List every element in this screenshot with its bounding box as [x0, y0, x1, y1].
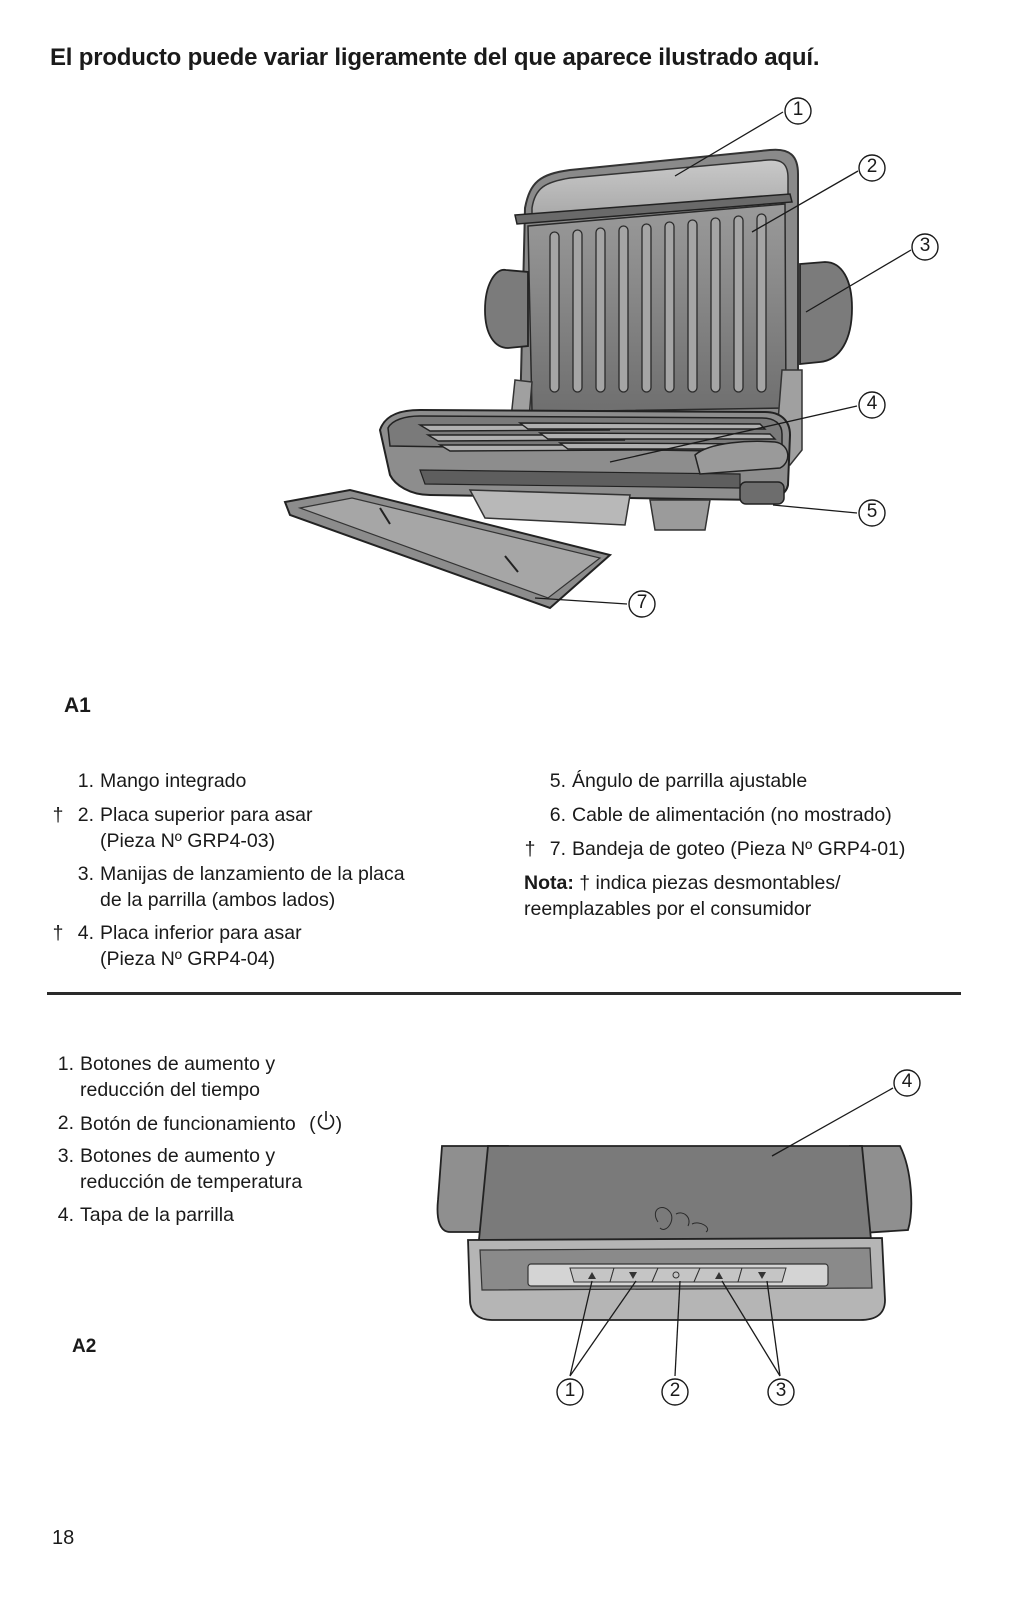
list-item-text: Mango integrado	[100, 770, 247, 792]
figure-a2-label: A2	[72, 1336, 97, 1357]
list-item-number: 5.	[549, 770, 566, 792]
power-button-text: Botón de funcionamiento	[80, 1113, 296, 1135]
power-paren-close: )	[335, 1113, 343, 1135]
list-item-number: 7.	[549, 838, 566, 860]
page-number: 18	[52, 1527, 75, 1549]
a2-callout-4-number: 4	[901, 1071, 913, 1092]
a2-callout-1-number: 1	[564, 1380, 576, 1401]
note-label: Nota:	[524, 872, 574, 894]
list-item-number: 6.	[549, 804, 566, 826]
a2-callout-2-number: 2	[669, 1380, 681, 1401]
list-item-number: 2.	[77, 804, 94, 826]
dagger-marker: †	[52, 922, 64, 944]
callout-1-number: 1	[792, 99, 804, 120]
list-item-number: 2.	[57, 1112, 74, 1134]
figure-a1-label: A1	[64, 694, 91, 717]
a2-callout-3	[766, 1377, 796, 1412]
list-item-text: Manijas de lanzamiento de la placa	[100, 863, 405, 885]
callout-7-number: 7	[636, 592, 648, 613]
callout-5-number: 5	[866, 501, 878, 522]
list-item-text-continued: reducción del tiempo	[80, 1079, 260, 1101]
list-item-text: Botones de aumento y	[80, 1053, 276, 1075]
list-item-text: Botones de aumento y	[80, 1145, 276, 1167]
a2-callout-3-number: 3	[775, 1380, 787, 1401]
list-item-text: Placa superior para asar	[100, 804, 313, 826]
list-item-text: Tapa de la parrilla	[80, 1204, 234, 1226]
list-item-text: Placa inferior para asar	[100, 922, 302, 944]
list-item-number: 4.	[77, 922, 94, 944]
note	[524, 870, 841, 922]
callout-2-number: 2	[866, 156, 878, 177]
figure-a2-leader-lines	[0, 1000, 1036, 1420]
list-item-text-continued: (Pieza Nº GRP4-04)	[100, 948, 276, 970]
callout-4-number: 4	[866, 393, 878, 414]
note-text-line2: reemplazables por el consumidor	[524, 898, 812, 920]
a2-callout-2	[660, 1377, 690, 1412]
list-item-number: 4.	[57, 1204, 74, 1226]
dagger-marker: †	[52, 804, 64, 826]
list-item-text-continued: (Pieza Nº GRP4-03)	[100, 830, 276, 852]
list-item-number: 3.	[57, 1145, 74, 1167]
power-paren-open: (	[309, 1113, 316, 1135]
a2-callout-4	[892, 1068, 922, 1103]
note-text-line1: indica piezas desmontables/	[590, 872, 841, 894]
list-item-text: Bandeja de goteo (Pieza Nº GRP4-01)	[572, 838, 906, 860]
list-item-text: Cable de alimentación (no mostrado)	[572, 804, 892, 826]
list-item-text-continued: reducción de temperatura	[80, 1171, 303, 1193]
list-item-text: Ángulo de parrilla ajustable	[572, 770, 808, 792]
list-item-number: 3.	[77, 863, 94, 885]
list-item-number: 1.	[57, 1053, 74, 1075]
note-dagger: †	[579, 872, 591, 894]
list-item-text-continued: de la parrilla (ambos lados)	[100, 889, 336, 911]
dagger-marker: †	[524, 838, 536, 860]
callout-3-number: 3	[919, 235, 931, 256]
page-title: El producto puede variar ligeramente del que aparece ilustrado aquí.	[50, 44, 820, 71]
a2-callout-1	[555, 1377, 585, 1412]
list-item-number: 1.	[77, 770, 94, 792]
